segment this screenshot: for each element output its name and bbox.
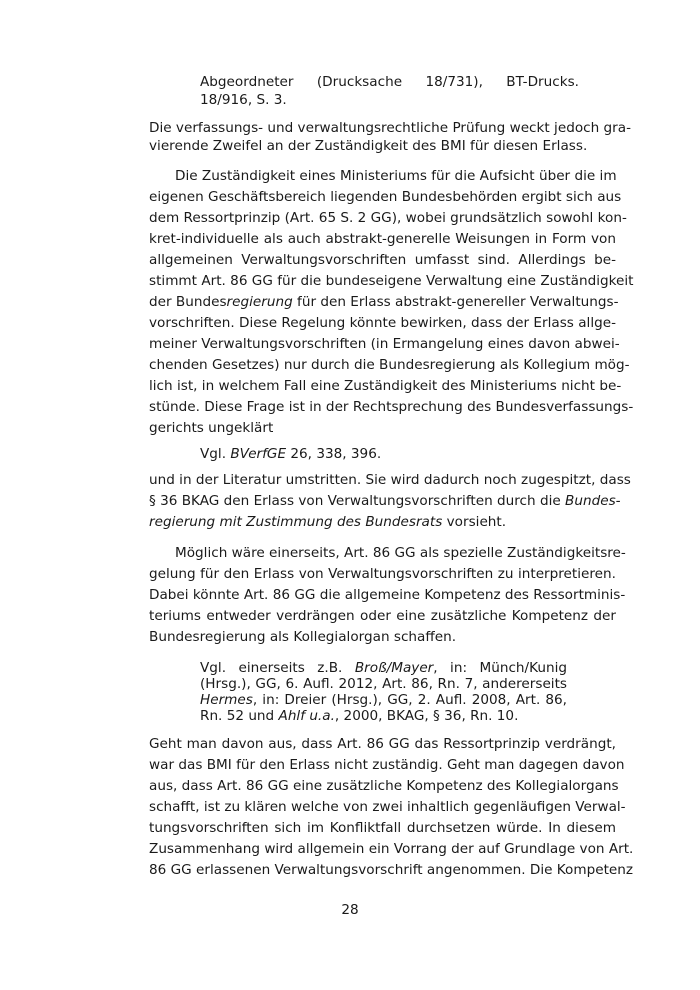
quote-line: Abgeordneter (Drucksache 18/731), BT-Drucks. xyxy=(200,74,579,90)
body-line: kret-individuelle als auch abstrakt-generelle Weisungen in Form von xyxy=(149,231,616,247)
citation: (Hrsg.), GG, 6. Aufl. 2012, Art. 86, Rn. 7, andererseits xyxy=(200,676,567,692)
body-line: regierung mit Zustimmung des Bundesrats vorsieht. xyxy=(149,514,507,530)
body-line: Die verfassungs- und verwaltungsrechtliche Prüfung weckt jedoch gra- xyxy=(149,120,632,136)
quote-line: 18/916, S. 3. xyxy=(200,92,287,108)
body-line: der Bundesregierung für den Erlass abstrakt-genereller Verwaltungs- xyxy=(149,294,619,310)
body-line: allgemeinen Verwaltungsvorschriften umfasst sind. Allerdings be- xyxy=(149,252,616,268)
body-line: lich ist, in welchem Fall eine Zuständigkeit des Ministeriums nicht be- xyxy=(149,378,622,394)
body-line: chenden Gesetzes) nur durch die Bundesregierung als Kollegium mög- xyxy=(149,357,630,373)
body-line: tungsvorschriften sich im Konfliktfall durchsetzen würde. In diesem xyxy=(149,820,616,836)
body-line: Bundesregierung als Kollegialorgan schaffen. xyxy=(149,629,457,645)
body-line: schafft, ist zu klären welche von zwei inhaltlich gegenläufigen Verwal- xyxy=(149,799,626,815)
body-line: Geht man davon aus, dass Art. 86 GG das Ressortprinzip verdrängt, xyxy=(149,736,616,752)
citation: Hermes, in: Dreier (Hrsg.), GG, 2. Aufl. 2008, Art. 86, xyxy=(200,692,567,708)
body-line: Dabei könnte Art. 86 GG die allgemeine Kompetenz des Ressortminis- xyxy=(149,587,626,603)
page-number: 28 xyxy=(341,902,359,918)
body-line: vorschriften. Diese Regelung könnte bewirken, dass der Erlass allge- xyxy=(149,315,616,331)
body-line: § 36 BKAG den Erlass von Verwaltungsvorschriften durch die Bundes- xyxy=(149,493,621,509)
citation: Vgl. BVerfGE 26, 338, 396. xyxy=(200,446,382,462)
body-line: gelung für den Erlass von Verwaltungsvorschriften zu interpretieren. xyxy=(149,566,616,582)
body-line: teriums entweder verdrängen oder eine zusätzliche Kompetenz der xyxy=(149,608,616,624)
body-line: vierende Zweifel an der Zuständigkeit des BMI für diesen Erlass. xyxy=(149,138,588,154)
body-line: Die Zuständigkeit eines Ministeriums für die Aufsicht über die im xyxy=(175,168,617,184)
body-line: aus, dass Art. 86 GG eine zusätzliche Kompetenz des Kollegialorgans xyxy=(149,778,619,794)
body-line: 86 GG erlassenen Verwaltungsvorschrift angenommen. Die Kompetenz xyxy=(149,862,634,878)
body-line: eigenen Geschäftsbereich liegenden Bundesbehörden ergibt sich aus xyxy=(149,189,622,205)
body-line: stünde. Diese Frage ist in der Rechtsprechung des Bundesverfassungs- xyxy=(149,399,634,415)
body-line: meiner Verwaltungsvorschriften (in Ermangelung eines davon abwei- xyxy=(149,336,620,352)
body-line: Zusammenhang wird allgemein ein Vorrang der auf Grundlage von Art. xyxy=(149,841,634,857)
citation: Vgl. einerseits z.B. Broß/Mayer, in: Münch/Kunig xyxy=(200,660,567,676)
body-line: dem Ressortprinzip (Art. 65 S. 2 GG), wobei grundsätzlich sowohl kon- xyxy=(149,210,627,226)
body-line: stimmt Art. 86 GG für die bundeseigene Verwaltung eine Zuständigkeit xyxy=(149,273,634,289)
citation: Rn. 52 und Ahlf u.a., 2000, BKAG, § 36, Rn. 10. xyxy=(200,708,519,724)
body-line: war das BMI für den Erlass nicht zuständig. Geht man dagegen davon xyxy=(149,757,625,773)
body-line: und in der Literatur umstritten. Sie wird dadurch noch zugespitzt, dass xyxy=(149,472,631,488)
body-line: gerichts ungeklärt xyxy=(149,420,274,436)
body-line: Möglich wäre einerseits, Art. 86 GG als spezielle Zuständigkeitsre- xyxy=(175,545,626,561)
